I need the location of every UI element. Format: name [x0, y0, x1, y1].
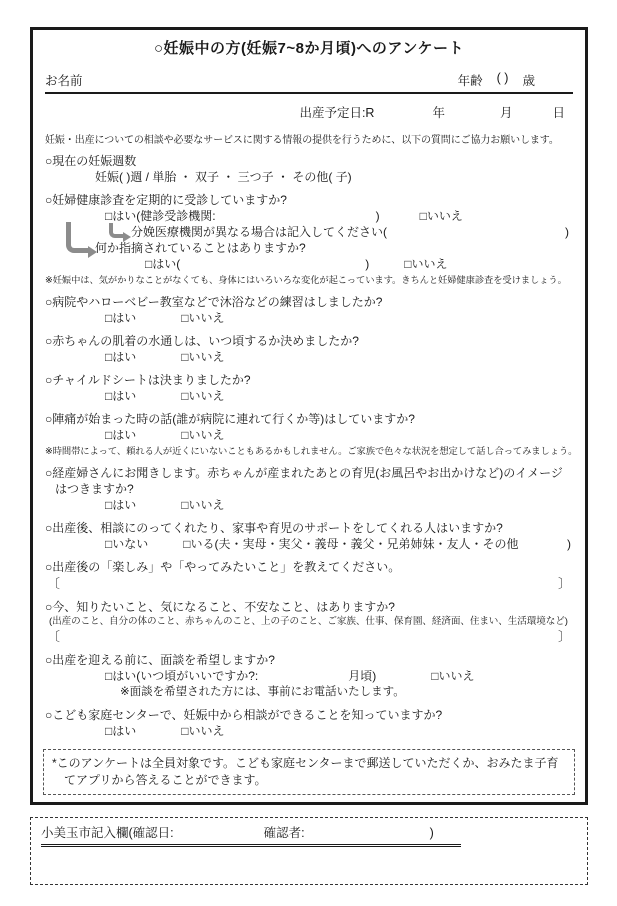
question-title-line2: はつきますか?	[55, 482, 134, 496]
city-office-box	[30, 817, 588, 885]
bracket-open: 〔	[47, 576, 61, 591]
question-title: ○出産を迎える前に、面談を希望しますか?	[45, 653, 275, 667]
office-label: 小美玉市記入欄(確認日:	[41, 826, 174, 840]
paren-close: )	[565, 225, 569, 239]
question-title: ○現在の妊娠週数	[45, 154, 137, 168]
question-title: ○出産後、相談にのってくれたり、家事や育児のサポートをしてくれる人はいますか?	[45, 521, 503, 535]
checkbox-yes[interactable]: □はい	[105, 724, 137, 738]
due-date-row[interactable]	[45, 103, 565, 121]
question-title: ○チャイルドシートは決まりましたか?	[45, 373, 251, 387]
due-month-blank[interactable]	[445, 103, 500, 121]
question-childcare-image	[45, 465, 573, 513]
checkbox-yes[interactable]: □はい	[105, 389, 137, 403]
age-unit: 歳	[522, 74, 535, 88]
question-checkup	[45, 192, 573, 287]
question-title: ○出産後の「楽しみ」や「やってみたいこと」を教えてください。	[45, 560, 401, 574]
checkup-note: ※妊娠中は、気がかりなことがなくても、身体にはいろいろな変化が起こっています。きちんと妊婦健康診査を受けましょう。	[45, 275, 567, 285]
paren-close: )	[567, 537, 571, 551]
checkbox-yes[interactable]: □はい	[105, 428, 137, 442]
bracket-close: 〕	[557, 576, 571, 591]
due-date-label: 出産予定日:R	[299, 106, 375, 120]
question-title: ○妊婦健康診査を定期的に受診していますか?	[45, 193, 287, 207]
paren-close: )	[429, 826, 434, 840]
checkbox-exists[interactable]: □いる(夫・実母・実父・義母・義父・兄弟姉妹・友人・その他	[183, 537, 519, 551]
due-day-blank[interactable]	[512, 103, 552, 121]
checkbox-no[interactable]: □いいえ	[181, 389, 225, 403]
question-child-seat	[45, 372, 573, 404]
checkbox-yes[interactable]: □はい	[105, 350, 137, 364]
question-title: ○陣痛が始まった時の話(誰が病院に連れて行くか等)はしていますか?	[45, 412, 415, 426]
name-label: お名前	[45, 74, 83, 88]
branch-arrow-icon	[66, 222, 88, 253]
weeks-options[interactable]: 妊娠( )週 / 単胎 ・ 双子 ・ 三つ子 ・ その他( 子)	[95, 170, 352, 184]
age-field[interactable]	[444, 71, 535, 89]
interview-month-suffix: 月頃)	[348, 669, 377, 683]
checkbox-none[interactable]: □いない	[105, 537, 149, 551]
name-field-row[interactable]	[45, 71, 573, 94]
labor-plan-note: ※時間帯によって、頼れる人が近くにいないこともあるかもしれません。ご家族で色々な状況を想定して話し合ってみましょう。	[45, 446, 578, 456]
free-answer-field[interactable]	[45, 629, 573, 645]
question-current-weeks	[45, 153, 573, 185]
question-concerns	[45, 599, 573, 645]
question-title-line1: ○経産婦さんにお聞きします。赤ちゃんが産まれたあとの育児(お風呂やお出かけなど)のイメージ	[45, 466, 563, 480]
questionnaire-sheet	[30, 27, 588, 805]
question-bath-practice	[45, 294, 573, 326]
question-title: ○病院やハローベビー教室などで沐浴などの練習はしましたか?	[45, 295, 383, 309]
question-clothes-washing	[45, 333, 573, 365]
interview-note: ※面談を希望された方には、事前にお電話いたします。	[120, 686, 405, 698]
question-family-center	[45, 707, 573, 739]
checkbox-yes[interactable]: □はい	[105, 311, 137, 325]
due-year-label: 年	[432, 106, 445, 120]
checkbox-no[interactable]: □いいえ	[181, 498, 225, 512]
due-month-label: 月	[499, 106, 513, 120]
checkbox-no[interactable]: □いいえ	[431, 669, 475, 683]
checkbox-no[interactable]: □いいえ	[181, 350, 225, 364]
age-label: 年齢	[457, 74, 483, 88]
question-looking-forward	[45, 559, 573, 592]
submission-note-box	[43, 749, 575, 795]
question-title: ○こども家庭センターで、妊娠中から相談ができることを知っていますか?	[45, 708, 443, 722]
checkbox-no[interactable]: □いいえ	[181, 311, 225, 325]
free-answer-field[interactable]	[45, 576, 573, 592]
checkbox-no[interactable]: □いいえ	[404, 257, 448, 271]
due-year-blank[interactable]	[374, 103, 432, 121]
page-title: ○妊娠中の方(妊娠7~8か月頃)へのアンケート	[153, 40, 465, 57]
bracket-close: 〕	[557, 629, 571, 644]
office-entry-row[interactable]	[41, 823, 461, 847]
due-day-label: 日	[552, 106, 565, 120]
checkbox-yes[interactable]: □はい	[105, 498, 137, 512]
concerns-hint: (出産のこと、自分の体のこと、赤ちゃんのこと、上の子のこと、ご家族、仕事、保育園、経済面、住まい、生活環境など)	[49, 616, 568, 627]
checkbox-no[interactable]: □いいえ	[181, 724, 225, 738]
pointed-out-question: 何か指摘されていることはありますか?	[95, 241, 306, 255]
checkbox-yes[interactable]: □はい(健診受診機関:	[105, 209, 216, 223]
question-interview	[45, 652, 573, 700]
checker-label: 確認者:	[263, 826, 305, 840]
bracket-open: 〔	[47, 629, 61, 644]
intro-text: 妊娠・出産についての相談や必要なサービスに関する情報の提供を行うために、以下の質問にご協力お願いします。	[45, 135, 559, 146]
submission-note: *このアンケートは全員対象です。こども家庭センターまで郵送していただくか、おみたま子育てアプリから答えることができます。	[52, 756, 559, 787]
checkbox-no[interactable]: □いいえ	[419, 209, 463, 223]
paren-close: )	[365, 257, 370, 271]
delivery-facility-label: 分娩医療機関が異なる場合は記入してください(	[131, 225, 387, 239]
paren-close: )	[375, 209, 380, 223]
question-title: ○今、知りたいこと、気になること、不安なこと、はありますか?	[45, 600, 395, 614]
question-labor-plan	[45, 411, 578, 458]
checkbox-yes[interactable]: □はい(いつ頃がいいですか?:	[105, 669, 259, 683]
branch-arrow-small-icon	[109, 223, 123, 238]
age-blank[interactable]: ( )	[496, 71, 509, 85]
checkbox-no[interactable]: □いいえ	[181, 428, 225, 442]
question-title: ○赤ちゃんの肌着の水通しは、いつ頃するか決めましたか?	[45, 334, 359, 348]
checkbox-yes[interactable]: □はい(	[145, 257, 181, 271]
question-support-person	[45, 520, 573, 552]
